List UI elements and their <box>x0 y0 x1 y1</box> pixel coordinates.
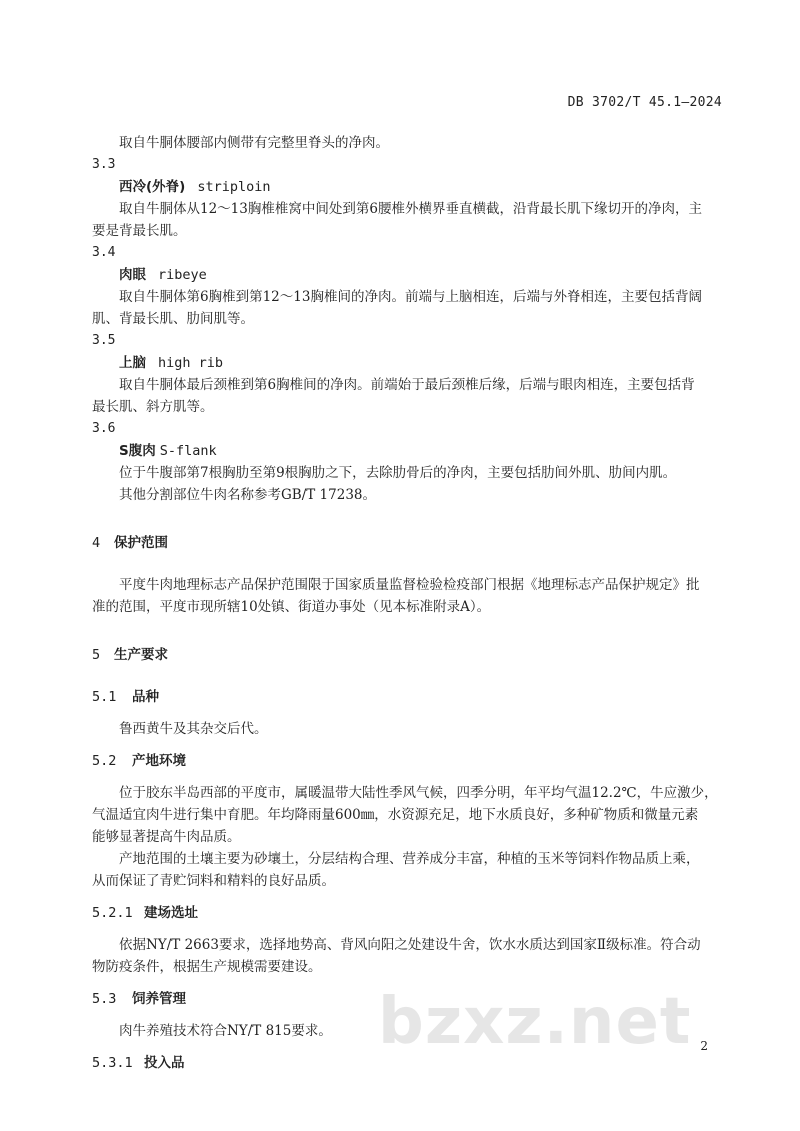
paragraph-line: 气温适宜肉牛进行集中育肥。年均降雨量600㎜，水资源充足，地下水质良好，多种矿物质和微量元素 <box>92 807 699 823</box>
paragraph-line: 准的范围，平度市现所辖10处镇、街道办事处（见本标准附录A）。 <box>92 599 491 615</box>
paragraph: 取自牛胴体腰部内侧带有完整里脊头的净肉。 <box>119 135 389 151</box>
subsection-title: 投入品 <box>144 1055 185 1071</box>
watermark: bzxz.net <box>378 985 692 1059</box>
clause-number: 3.4 <box>92 245 116 260</box>
section-title: 保护范围 <box>114 535 168 551</box>
term-zh: 上脑 <box>119 355 146 371</box>
section-number: 5 <box>92 647 101 663</box>
section-number: 4 <box>92 535 101 551</box>
paragraph-line: 取自牛胴体最后颈椎到第6胸椎间的净肉。前端始于最后颈椎后缘，后端与眼肉相连，主要包括背 <box>119 377 695 393</box>
paragraph-line: 鲁西黄牛及其杂交后代。 <box>119 721 268 737</box>
clause-number: 3.3 <box>92 157 116 172</box>
term-heading <box>92 352 722 374</box>
term-en: striploin <box>197 179 271 195</box>
paragraph-line: 最长肌、斜方肌等。 <box>92 399 214 415</box>
term-heading <box>92 264 722 286</box>
term-zh: 肉眼 <box>119 267 146 283</box>
subsection-title: 产地环境 <box>132 753 186 769</box>
document-body <box>92 132 722 1074</box>
paragraph-line: 肉牛养殖技术符合NY/T 815要求。 <box>119 1023 332 1039</box>
paragraph-line: 位于牛腹部第7根胸肋至第9根胸肋之下，去除肋骨后的净肉，主要包括肋间外肌、肋间内肌。 <box>119 465 677 481</box>
term-heading <box>92 440 722 462</box>
subsection-heading <box>92 750 722 772</box>
page-number: 2 <box>700 1039 708 1053</box>
standard-code: DB 3702/T 45.1—2024 <box>567 95 722 110</box>
subsection-number: 5.3 <box>92 991 117 1007</box>
subsection-heading <box>92 902 722 924</box>
paragraph-line: 取自牛胴体第6胸椎到第12～13胸椎间的净肉。前端与上脑相连，后端与外脊相连，主要包括背阔 <box>119 289 702 305</box>
term-zh: S腹肉 <box>119 443 156 459</box>
paragraph-line: 依据NY/T 2663要求，选择地势高、背风向阳之处建设牛舍，饮水水质达到国家Ⅱ级标准。符合动 <box>119 937 701 953</box>
subsection-heading <box>92 686 722 708</box>
section-heading <box>92 532 722 554</box>
paragraph-line: 其他分割部位牛肉名称参考GB/T 17238。 <box>119 487 376 503</box>
term-en: ribeye <box>158 267 207 283</box>
paragraph-line: 肌、背最长肌、肋间肌等。 <box>92 311 254 327</box>
term-zh: 西冷(外脊) <box>119 179 186 195</box>
subsection-title: 建场选址 <box>144 905 198 921</box>
paragraph-line: 平度牛肉地理标志产品保护范围限于国家质量监督检验检疫部门根据《地理标志产品保护规定》批 <box>119 577 700 593</box>
paragraph-line: 产地范围的土壤主要为砂壤土，分层结构合理、营养成分丰富，种植的玉米等饲料作物品质上乘， <box>119 851 700 867</box>
section-heading <box>92 644 722 666</box>
section-title: 生产要求 <box>114 647 168 663</box>
subsection-number: 5.1 <box>92 689 117 705</box>
term-en: S-flank <box>159 443 217 459</box>
paragraph-line: 物防疫条件，根据生产规模需要建设。 <box>92 959 322 975</box>
term-en: high rib <box>158 355 224 371</box>
paragraph-line: 取自牛胴体从12～13胸椎椎窝中间处到第6腰椎外横界垂直横截，沿背最长肌下缘切开的净肉，主 <box>119 201 702 217</box>
subsection-number: 5.2.1 <box>92 905 133 921</box>
term-heading <box>92 176 722 198</box>
paragraph-line: 从而保证了青贮饲料和精料的良好品质。 <box>92 873 335 889</box>
paragraph-line: 位于胶东半岛西部的平度市，属暖温带大陆性季风气候，四季分明，年平均气温12.2℃，牛应激少， <box>119 785 718 801</box>
paragraph-line: 要是背最长肌。 <box>92 223 187 239</box>
subsection-title: 品种 <box>132 689 159 705</box>
subsection-title: 饲养管理 <box>132 991 186 1007</box>
paragraph-line: 能够显著提高牛肉品质。 <box>92 829 241 845</box>
clause-number: 3.5 <box>92 333 116 348</box>
subsection-number: 5.2 <box>92 753 117 769</box>
subsection-number: 5.3.1 <box>92 1055 133 1071</box>
clause-number: 3.6 <box>92 421 116 436</box>
